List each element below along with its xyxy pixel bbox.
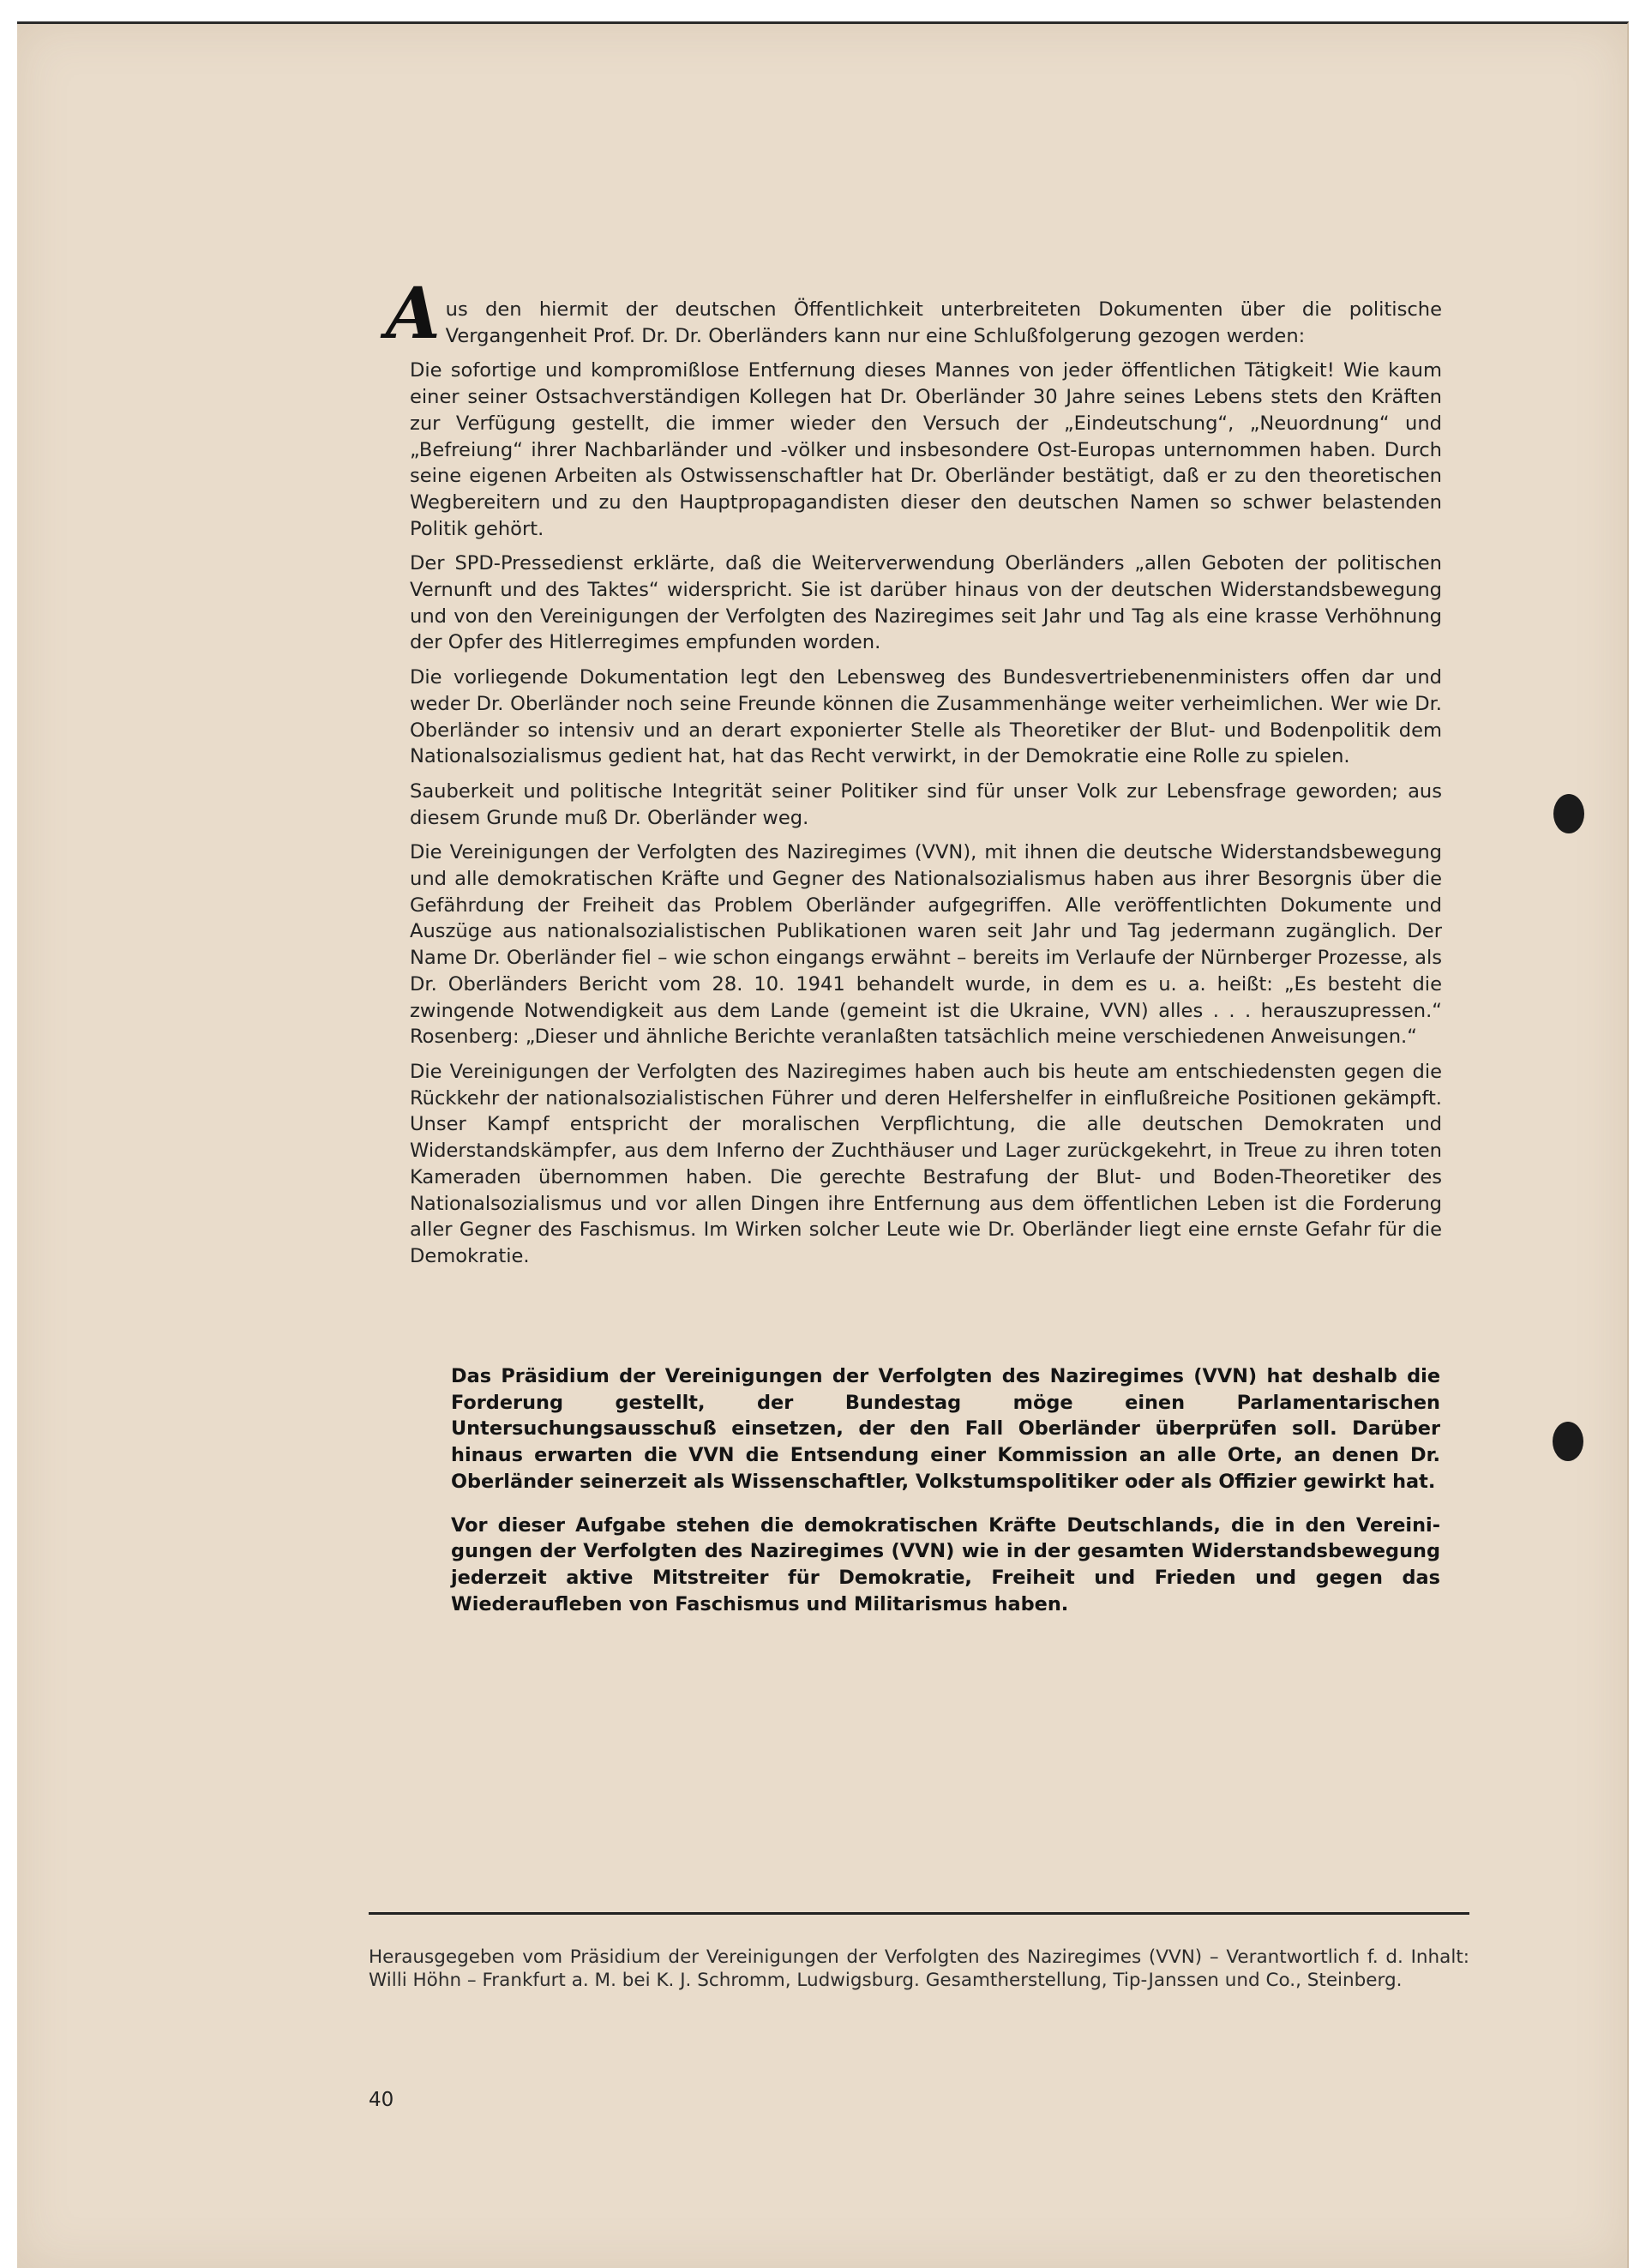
- declaration-paragraph: Das Präsidium der Vereinigungen der Verfolgten des Naziregimes (VVN) hat deshalb die Forderung gestellt, der Bundestag möge einen Parlamentarischen Untersuchungsausschuß einsetzen, der den Fall Oberländer überprüfen soll. Darüber hinaus erwarten die VVN die Entsendung einer Kommission an alle Orte, an denen Dr. Oberländer seinerzeit als Wissenschaftler, Volkstumspolitiker oder als Offizier gewirkt hat.: [451, 1365, 1440, 1493]
- intro-text: us den hiermit der deutschen Öffentlichkeit unterbreiteten Dokumenten über die politische Vergangenheit Prof. Dr. Dr. Oberländers kann nur eine Schlußfolgerung gezogen werden:: [445, 298, 1442, 347]
- punch-hole: [1553, 794, 1584, 833]
- paragraph: Die Vereinigungen der Verfolgten des Naziregimes haben auch bis heute am entschiedensten gegen die Rückkehr der nationalsozialistischen Führer und deren Helfershelfer in einflußreiche Positionen gekämpft. Unser Kampf entspricht der moralischen Verpflichtung, die alle deutschen Demokraten und Widerstandskämpfer, aus dem Inferno der Zuchthäuser und Lager zurückgekehrt, in Treue zu ihren toten Kameraden übernommen haben. Die gerechte Bestrafung der Blut- und Boden-Theoretiker des Nationalsozialismus und vor allen Dingen ihre Entfernung aus dem öffentlichen Leben ist die Forderung aller Gegner des Faschismus. Im Wirken solcher Leute wie Dr. Oberländer liegt eine ernste Gefahr für die Demokratie.: [410, 1060, 1442, 1267]
- paragraph: Die sofortige und kompromißlose Entfernung dieses Mannes von jeder öffentlichen Tätigkeit! Wie kaum einer seiner Ostsachverständigen Kollegen hat Dr. Oberländer 30 Jahre seines Lebens stets den Kräften zur Verfügung gestellt, die immer wieder den Versuch der „Eindeutschung“, „Neuordnung“ und „Befreiung“ ihrer Nachbarländer und -völker und insbesondere Ost-Europas unternommen haben. Durch seine eigenen Arbeiten als Ostwissenschaftler hat Dr. Oberländer bestätigt, daß er zu den theoretischen Wegbereitern und zu den Hauptpropagandisten dieser den deutschen Namen so schwer belastenden Politik gehört.: [410, 359, 1442, 540]
- punch-hole: [1553, 1422, 1583, 1461]
- footer-rule: [369, 1912, 1469, 1915]
- intro-paragraph: [386, 273, 1442, 355]
- paragraph: Sauberkeit und politische Integrität seiner Politiker sind für unser Volk zur Lebensfrage geworden; aus diesem Grunde muß Dr. Oberländer weg.: [410, 779, 1442, 829]
- paragraph: Der SPD-Pressedienst erklärte, daß die Weiterverwendung Oberländers „allen Geboten der politischen Vernunft und des Taktes“ widerspricht. Sie ist darüber hinaus von der deutschen Widerstandsbewegung und von den Vereinigungen der Verfolgten des Naziregimes seit Jahr und Tag als eine krasse Verhöhnung der Opfer des Hitlerregimes empfunden worden.: [410, 552, 1442, 654]
- paragraph: Die vorliegende Dokumentation legt den Lebensweg des Bundesvertriebenenministers offen dar und weder Dr. Oberländer noch seine Freunde können die Zusammenhänge weiter verheimlichen. Wer wie Dr. Oberländer so intensiv und an derart exponierter Stelle als Theoretiker der Blut- und Bodenpolitik dem Nationalsozialismus gedient hat, hat das Recht verwirkt, in der Demokratie eine Rolle zu spielen.: [410, 666, 1442, 768]
- declaration-paragraph: Vor dieser Aufgabe stehen die demokratischen Kräfte Deutschlands, die in den Vereinigungen der Verfolgten des Naziregimes (VVN) wie in der gesamten Widerstandsbewegung jederzeit aktive Mitstreiter für Demokratie, Freiheit und Frieden und gegen das Wiederaufleben von Faschismus und Militarismus haben.: [451, 1513, 1440, 1615]
- imprint-text: Herausgegeben vom Präsidium der Vereinigungen der Verfolgten des Naziregimes (VVN) – Verantwortlich f. d. Inhalt: Willi Höhn – Frankfurt a. M. bei K. J. Schromm, Ludwigsburg. Gesamtherstellung, Tip-Janssen und Co., Steinberg.: [369, 1946, 1469, 1991]
- paragraph: Die Vereinigungen der Verfolgten des Naziregimes (VVN), mit ihnen die deutsche Widerstandsbewegung und alle demokratischen Kräfte und Gegner des Nationalsozialismus haben aus ihrer Besorgnis über die Gefährdung der Freiheit das Problem Oberländer aufgegriffen. Alle veröffentlichten Dokumente und Auszüge aus nationalsozialistischen Publikationen waren seit Jahr und Tag jedermann zugänglich. Der Name Dr. Oberländer fiel – wie schon eingangs erwähnt – bereits im Verlaufe der Nürnberger Prozesse, als Dr. Oberländers Bericht vom 28. 10. 1941 behandelt wurde, in dem es u. a. heißt: „Es besteht die zwingende Notwendigkeit aus dem Lande (gemeint ist die Ukraine, VVN) alles . . . herauszupressen.“ Rosenberg: „Dieser und ähnliche Berichte veranlaßten tatsächlich meine verschiedenen Anweisungen.“: [410, 841, 1442, 1049]
- body-text: [386, 273, 1442, 1278]
- document-page: [17, 21, 1629, 2268]
- page-number: 40: [369, 2089, 394, 2111]
- drop-cap: A: [386, 273, 441, 355]
- declaration-block: [451, 1363, 1440, 1634]
